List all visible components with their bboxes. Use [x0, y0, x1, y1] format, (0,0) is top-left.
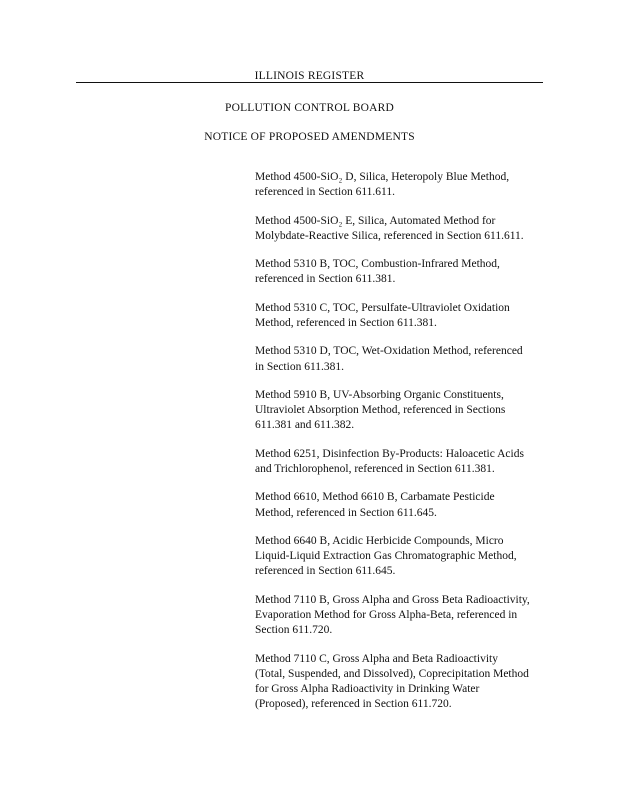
method-entry-line: and Trichlorophenol, referenced in Section 611.381. [255, 462, 495, 475]
method-entry [255, 388, 555, 434]
method-entry-line: (Total, Suspended, and Dissolved), Coprecipitation Method [255, 667, 529, 680]
method-entry-line: Method, referenced in Section 611.645. [255, 506, 437, 519]
method-entry-line: Liquid-Liquid Extraction Gas Chromatographic Method, [255, 550, 517, 563]
method-entry-line: Evaporation Method for Gross Alpha-Beta, referenced in [255, 608, 518, 621]
method-entry-line: Section 611.720. [255, 624, 333, 637]
method-entry-line: Method 5910 B, UV-Absorbing Organic Constituents, [255, 388, 504, 401]
method-entry-line: Method 4500-SiO₂ D, Silica, Heteropoly Blue Method, [255, 171, 510, 183]
method-entry-line: Method 5310 D, TOC, Wet-Oxidation Method, referenced [255, 345, 523, 358]
methods-list [255, 170, 555, 712]
method-entry-line: 611.381 and 611.382. [255, 419, 355, 432]
method-entry-line: referenced in Section 611.645. [255, 565, 396, 578]
method-entry-line: referenced in Section 611.381. [255, 273, 396, 286]
board-title: POLLUTION CONTROL BOARD [224, 102, 394, 114]
method-entry-line: Method 7110 B, Gross Alpha and Gross Beta Radioactivity, [255, 593, 530, 606]
method-entry-line: Molybdate-Reactive Silica, referenced in Section 611.611. [255, 229, 524, 242]
method-entry [255, 170, 555, 200]
register-title: ILLINOIS REGISTER [254, 70, 365, 82]
method-entry-line: Method 7110 C, Gross Alpha and Beta Radioactivity [255, 652, 498, 665]
method-entry [255, 301, 555, 331]
method-entry-line: Method 6610, Method 6610 B, Carbamate Pesticide [255, 491, 495, 504]
method-entry [255, 344, 555, 374]
method-entry-line: Method 5310 C, TOC, Persulfate-Ultraviolet Oxidation [255, 301, 510, 314]
method-entry [255, 257, 555, 287]
method-entry [255, 593, 555, 639]
method-entry-line: for Gross Alpha Radioactivity in Drinking Water [255, 682, 480, 695]
method-entry-line: Method 6640 B, Acidic Herbicide Compounds, Micro [255, 534, 504, 547]
method-entry-line: Method 4500-SiO₂ E, Silica, Automated Method for [255, 214, 496, 227]
method-entry-line: Ultraviolet Absorption Method, referenced in Sections [255, 404, 506, 417]
notice-title: NOTICE OF PROPOSED AMENDMENTS [204, 131, 415, 143]
method-entry [255, 447, 555, 477]
method-entry-line: Method 5310 B, TOC, Combustion-Infrared Method, [255, 258, 500, 271]
method-entry [255, 652, 555, 713]
method-entry-line: referenced in Section 611.611. [255, 186, 395, 199]
method-entry [255, 214, 555, 244]
method-entry-line: Method 6251, Disinfection By-Products: Haloacetic Acids [255, 447, 524, 460]
method-entry-line: in Section 611.381. [255, 360, 345, 373]
method-entry-line: (Proposed), referenced in Section 611.720. [255, 698, 452, 711]
method-entry [255, 490, 555, 520]
method-entry-line: Method, referenced in Section 611.381. [255, 316, 437, 329]
method-entry [255, 534, 555, 580]
